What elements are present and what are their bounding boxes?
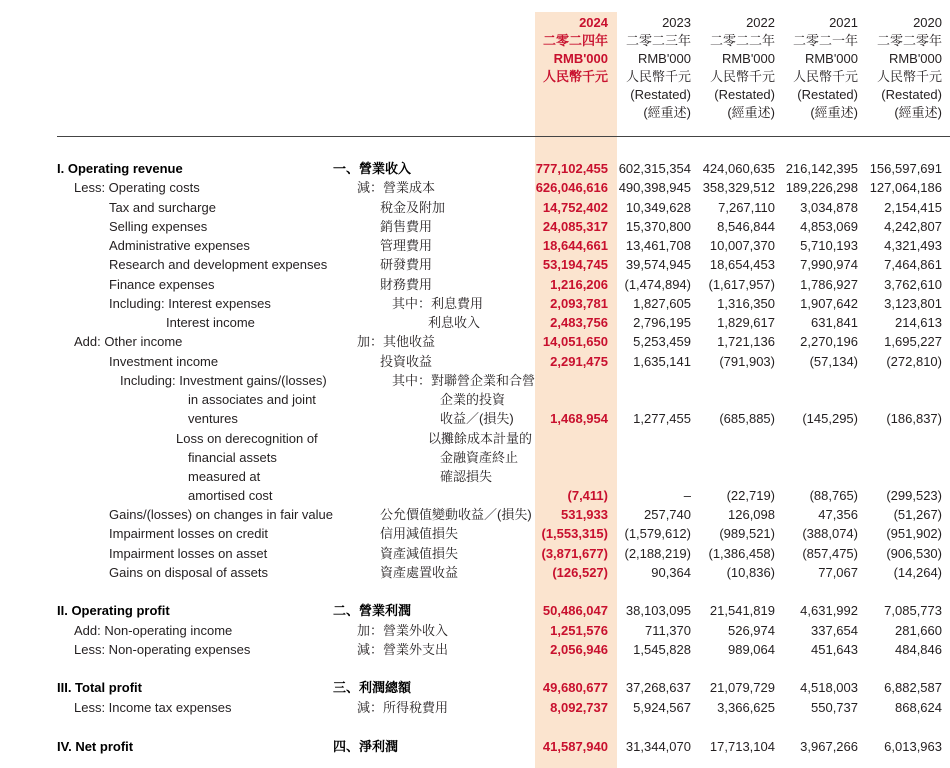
cell-2021: (88,765) [809,488,858,503]
cell-2023: 5,253,459 [633,334,691,349]
cell-2020: 6,013,963 [884,739,942,754]
row-label-zh: 信用減值損失 [380,526,459,541]
cell-2022: (1,386,458) [708,546,775,561]
row-label-zh: 資產減值損失 [380,546,459,561]
cell-2022: (989,521) [719,526,775,541]
table-row [0,505,950,524]
row-label-zh: 其中：對聯營企業和合營 [392,373,536,388]
cell-2023: 2,796,195 [633,315,691,330]
row-label-en: Research and development expenses [109,257,328,272]
table-row [0,178,950,197]
cell-2021: 550,737 [811,700,858,715]
row-label-en: Including: Interest expenses [109,296,271,311]
cell-2024: 50,486,047 [542,603,608,618]
cell-2021: 1,907,642 [800,296,858,311]
cell-2024: 18,644,661 [542,238,608,253]
cell-2021: 4,518,003 [800,680,858,695]
row-label-en: Tax and surcharge [109,200,216,215]
table-row [0,409,950,428]
row-label-zh: 利息收入 [428,315,481,330]
cell-2024: (126,527) [552,565,608,580]
cell-2024: 2,483,756 [550,315,608,330]
cell-2024: 1,216,206 [550,277,608,292]
cell-2021: 77,067 [818,565,858,580]
cell-2022: (791,903) [719,354,775,369]
cell-2022: 10,007,370 [709,238,775,253]
cell-2021: 3,034,878 [800,200,858,215]
row-label-zh: 資產處置收益 [380,565,459,580]
row-label-zh: 一、營業收入 [333,161,412,176]
table-row [0,621,950,640]
cell-2021: 7,990,974 [800,257,858,272]
row-label-en: I. Operating revenue [57,161,183,176]
cell-2022: (10,836) [726,565,775,580]
col-year: 2020 [913,15,942,30]
cell-2021: (145,295) [802,411,858,426]
cell-2023: 15,370,800 [625,219,691,234]
col-year: 2023 [662,15,691,30]
col-year-cn: 二零二一年 [792,33,858,48]
cell-2023: 1,277,455 [633,411,691,426]
col-year: 2024 [579,15,608,30]
cell-2021: 5,710,193 [800,238,858,253]
cell-2024: 2,056,946 [550,642,608,657]
row-label-en: Loss on derecognition of [176,431,318,446]
cell-2021: (57,134) [809,354,858,369]
cell-2020: (299,523) [886,488,942,503]
cell-2020: 868,624 [895,700,942,715]
cell-2021: 1,786,927 [800,277,858,292]
cell-2023: 31,344,070 [625,739,691,754]
cell-2022: 989,064 [728,642,775,657]
cell-2024: 1,251,576 [550,623,608,638]
row-label-zh: 四、淨利潤 [333,739,399,754]
cell-2024: 8,092,737 [550,700,608,715]
row-label-en: amortised cost [188,488,273,503]
cell-2024: 1,468,954 [550,411,608,426]
cell-2021: 451,643 [811,642,858,657]
cell-2024: 777,102,455 [535,161,608,176]
cell-2020: (951,902) [886,526,942,541]
col-year-cn: 二零二零年 [876,33,942,48]
cell-2023: 37,268,637 [625,680,691,695]
cell-2024: 2,291,475 [550,354,608,369]
cell-2024: 49,680,677 [542,680,608,695]
cell-2021: 631,841 [811,315,858,330]
table-row [0,467,950,486]
row-label-zh: 銷售費用 [380,219,433,234]
cell-2020: 3,123,801 [884,296,942,311]
col-note-cn: (經重述) [727,105,775,120]
cell-2024: 41,587,940 [542,739,608,754]
table-row [0,294,950,313]
cell-2020: 7,464,861 [884,257,942,272]
col-year-cn: 二零二三年 [625,33,691,48]
cell-2020: (14,264) [893,565,942,580]
cell-2022: 17,713,104 [709,739,775,754]
col-unit: RMB'000 [637,51,691,66]
col-note-cn: (經重述) [810,105,858,120]
table-row [0,236,950,255]
cell-2022: 21,541,819 [709,603,775,618]
cell-2022: (1,617,957) [708,277,775,292]
table-row [0,640,950,659]
cell-2024: 14,752,402 [542,200,608,215]
col-unit-cn: 人民幣千元 [709,69,775,84]
cell-2021: 216,142,395 [785,161,858,176]
cell-2020: 7,085,773 [884,603,942,618]
cell-2020: (186,837) [886,411,942,426]
col-unit-cn: 人民幣千元 [792,69,858,84]
cell-2023: (1,579,612) [624,526,691,541]
cell-2021: (857,475) [802,546,858,561]
cell-2021: 3,967,266 [800,739,858,754]
row-label-en: II. Operating profit [57,603,170,618]
cell-2020: 156,597,691 [869,161,942,176]
col-unit-cn: 人民幣千元 [542,69,608,84]
row-label-en: Finance expenses [109,277,215,292]
table-row [0,737,950,756]
cell-2021: 189,226,298 [785,180,858,195]
cell-2022: (22,719) [726,488,775,503]
row-label-zh: 管理費用 [380,238,433,253]
cell-2023: 711,370 [644,623,691,638]
cell-2022: 1,721,136 [717,334,775,349]
row-label-en: measured at [188,469,261,484]
cell-2020: 484,846 [895,642,942,657]
table-row [0,332,950,351]
row-label-zh: 減：所得稅費用 [357,700,449,715]
row-label-zh: 二、營業利潤 [333,603,412,618]
cell-2024: 24,085,317 [542,219,608,234]
col-year-cn: 二零二二年 [709,33,775,48]
table-row [0,698,950,717]
row-label-en: Impairment losses on credit [109,526,268,541]
row-label-en: Interest income [166,315,255,330]
table-row [0,371,950,390]
cell-2022: 3,366,625 [717,700,775,715]
cell-2020: (51,267) [893,507,942,522]
cell-2022: 526,974 [728,623,775,638]
cell-2023: (2,188,219) [624,546,691,561]
cell-2022: (685,885) [719,411,775,426]
row-label-zh: 收益／(損失) [440,411,514,426]
row-label-en: Including: Investment gains/(losses) [120,373,327,388]
table-row [0,390,950,409]
cell-2023: – [683,488,691,503]
cell-2024: 626,046,616 [535,180,608,195]
row-label-zh: 企業的投資 [440,392,506,407]
cell-2023: (1,474,894) [624,277,691,292]
cell-2022: 126,098 [728,507,775,522]
cell-2021: 4,631,992 [800,603,858,618]
row-label-en: Administrative expenses [109,238,250,253]
cell-2022: 424,060,635 [702,161,775,176]
col-unit: RMB'000 [888,51,942,66]
cell-2021: 337,654 [811,623,858,638]
row-label-zh: 公允價值變動收益／(損失) [380,507,532,522]
table-row [0,313,950,332]
row-label-zh: 稅金及附加 [380,200,446,215]
row-label-en: Investment income [109,354,219,369]
cell-2022: 21,079,729 [709,680,775,695]
row-label-en: in associates and joint [188,392,316,407]
table-row [0,678,950,697]
cell-2023: 90,364 [651,565,691,580]
cell-2021: 47,356 [818,507,858,522]
table-row [0,217,950,236]
cell-2020: 127,064,186 [869,180,942,195]
cell-2023: 257,740 [644,507,691,522]
cell-2020: (906,530) [886,546,942,561]
cell-2023: 13,461,708 [625,238,691,253]
cell-2024: 53,194,745 [542,257,608,272]
cell-2024: (1,553,315) [541,526,608,541]
col-year-cn: 二零二四年 [542,33,608,48]
row-label-en: Less: Operating costs [74,180,200,195]
cell-2022: 1,829,617 [717,315,775,330]
cell-2024: 14,051,650 [542,334,608,349]
row-label-zh: 確認損失 [440,469,493,484]
row-label-zh: 加：營業外收入 [357,623,449,638]
table-row [0,524,950,543]
cell-2022: 7,267,110 [718,200,775,215]
cell-2021: 4,853,069 [800,219,858,234]
table-row [0,429,950,448]
cell-2020: 3,762,610 [884,277,942,292]
col-unit: RMB'000 [804,51,858,66]
cell-2020: 281,660 [895,623,942,638]
table-row [0,448,950,467]
cell-2020: 214,613 [895,315,942,330]
cell-2020: 2,154,415 [884,200,942,215]
row-label-en: Gains/(losses) on changes in fair value [109,507,334,522]
cell-2020: 4,242,807 [884,219,942,234]
cell-2023: 490,398,945 [618,180,691,195]
cell-2023: 38,103,095 [625,603,691,618]
cell-2020: (272,810) [886,354,942,369]
table-row [0,486,950,505]
cell-2023: 10,349,628 [625,200,691,215]
row-label-en: financial assets [188,450,277,465]
row-label-en: Selling expenses [109,219,208,234]
row-label-zh: 減：營業成本 [357,180,436,195]
table-row [0,159,950,178]
row-label-en: Gains on disposal of assets [109,565,268,580]
cell-2024: 531,933 [561,507,608,522]
row-label-en: Less: Income tax expenses [74,700,232,715]
table-row [0,563,950,582]
cell-2022: 1,316,350 [717,296,775,311]
cell-2024: (7,411) [567,488,608,503]
row-label-zh: 財務費用 [380,277,433,292]
row-label-en: Add: Non-operating income [74,623,233,638]
row-label-zh: 金融資產終止 [440,450,519,465]
table-row [0,255,950,274]
cell-2023: 602,315,354 [618,161,691,176]
col-year: 2021 [829,15,858,30]
col-unit: RMB'000 [721,51,775,66]
col-note-cn: (經重述) [894,105,942,120]
row-label-en: III. Total profit [57,680,142,695]
table-row [0,352,950,371]
row-label-en: Add: Other income [74,334,183,349]
col-note: (Restated) [881,87,942,102]
col-note: (Restated) [714,87,775,102]
cell-2022: 358,329,512 [702,180,775,195]
table-row [0,198,950,217]
cell-2021: 2,270,196 [800,334,858,349]
col-note-cn: (經重述) [643,105,691,120]
row-label-zh: 加：其他收益 [357,334,436,349]
col-note: (Restated) [797,87,858,102]
cell-2021: (388,074) [802,526,858,541]
cell-2020: 4,321,493 [884,238,942,253]
row-label-zh: 投資收益 [380,354,433,369]
row-label-zh: 三、利潤總額 [333,680,412,695]
cell-2024: (3,871,677) [541,546,608,561]
col-unit-cn: 人民幣千元 [876,69,942,84]
table-row [0,601,950,620]
col-unit-cn: 人民幣千元 [625,69,691,84]
row-label-en: ventures [188,411,238,426]
cell-2023: 1,635,141 [633,354,691,369]
row-label-zh: 其中：利息費用 [392,296,484,311]
col-note: (Restated) [630,87,691,102]
row-label-zh: 以攤餘成本計量的 [428,431,533,446]
cell-2023: 1,827,605 [633,296,691,311]
cell-2023: 1,545,828 [633,642,691,657]
row-label-en: IV. Net profit [57,739,134,754]
cell-2020: 6,882,587 [884,680,942,695]
header-divider [57,136,950,137]
cell-2023: 39,574,945 [625,257,691,272]
col-year: 2022 [746,15,775,30]
col-header-2020 [842,14,942,122]
row-label-en: Less: Non-operating expenses [74,642,251,657]
table-row [0,544,950,563]
row-label-zh: 減：營業外支出 [357,642,449,657]
table-row [0,275,950,294]
col-unit: RMB'000 [553,51,608,66]
row-label-en: Impairment losses on asset [109,546,268,561]
cell-2023: 5,924,567 [633,700,691,715]
cell-2022: 18,654,453 [709,257,775,272]
cell-2024: 2,093,781 [550,296,608,311]
row-label-zh: 研發費用 [380,257,433,272]
cell-2020: 1,695,227 [884,334,942,349]
cell-2022: 8,546,844 [717,219,775,234]
